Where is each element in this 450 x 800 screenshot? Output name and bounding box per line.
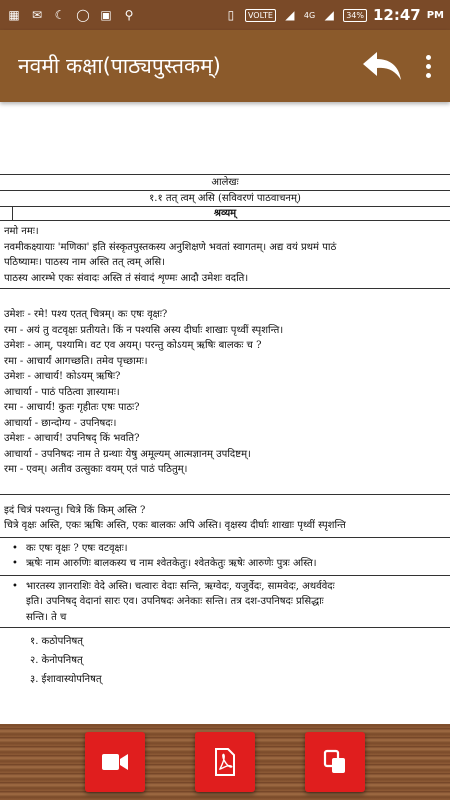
dialogue-line: उमेशः - रमे! पश्य एतत् चित्रम्। कः एषः वृक्षः? [4, 309, 168, 320]
bullet-item: • भारतस्य ज्ञानराशिः वेदे अस्ति। चत्वारः वेदाः सन्ति, ऋग्वेदः, यजुर्वेदः, सामवेदः, अथर्ववेदः [4, 579, 446, 595]
pdf-icon [214, 748, 236, 776]
reply-arrow-icon [361, 50, 403, 82]
signal-icon: ◢ [285, 8, 295, 22]
text-line: पाठस्य आरम्भे एकः संवादः अस्ति तं संवादं शृण्मः आदौ उमेशः वदति। [4, 272, 249, 284]
list-item: १. कठोपनिषत् [30, 636, 83, 647]
back-button[interactable] [360, 44, 404, 88]
signal-icon-2: ◢ [324, 8, 334, 22]
dialogue-line: रमा - आचार्यं आगच्छति। तमेव पृच्छामः। [4, 355, 148, 367]
section-dialogue [0, 289, 450, 495]
document-page [0, 174, 450, 689]
battery-indicator: 34% [343, 9, 367, 22]
doc-subheading: १.१ तत् त्वम् असि (सविवरणं पाठवाचनम्) [0, 190, 450, 207]
dialogue-line: उमेशः - आम्, पश्यामि। वट एव अयम्। परन्तु कोऽयम् ऋषिः बालकः च ? [4, 340, 262, 351]
bottom-toolbar [0, 724, 450, 800]
network-type: 4G [303, 10, 316, 20]
pdf-button[interactable] [195, 732, 255, 792]
copy-button[interactable] [305, 732, 365, 792]
image-icon: ▣ [100, 8, 112, 22]
phone-icon: ▯ [227, 8, 235, 22]
dialogue-line: रमा - आचार्य! कुतः गृहीतः एषः पाठः? [4, 402, 140, 413]
menu-dot [426, 55, 431, 60]
clock-ampm: PM [426, 9, 444, 21]
document-viewer[interactable] [0, 102, 450, 724]
moon-icon: ☾ [54, 8, 66, 22]
section-intro [0, 221, 450, 289]
section-picture [0, 495, 450, 629]
bullet-item: • ऋषेः नाम आरुणिः बालकस्य च नाम श्वेतकेतुः। श्वेतकेतुः ऋषेः आरुणेः पुत्रः अस्ति। [4, 556, 446, 572]
text-line: नवमीकक्ष्यायाः 'मणिका' इति संस्कृतपुस्तकस्य अनुशिक्षणे भवतां स्वागतम्। अद्य वयं प्रथमं पाठं [4, 241, 337, 253]
whatsapp-icon: ◯ [76, 8, 90, 22]
volte-badge: VOLTE [245, 9, 276, 22]
bullet-continuation: इति। उपनिषद् वेदानां सारः एव। उपनिषदः अनेकाः सन्ति। तत्र दश-उपनिषदः प्रसिद्धाः [26, 596, 324, 607]
page-title: नवमी कक्षा(पाठ्यपुस्तकम्) [18, 54, 221, 78]
bullet-continuation: सन्ति। ते च [26, 611, 67, 623]
dialogue-line: रमा - अयं तु वटवृक्षः प्रतीयते। किं न पश्यसि अस्य दीर्घाः शाखाः पृथ्वीं स्पृशन्ति। [4, 324, 284, 336]
text-line: पठिष्यामः। पाठस्य नाम अस्ति तत् त्वम् असि। [4, 257, 165, 268]
video-button[interactable] [85, 732, 145, 792]
list-item: ३. ईशावास्योपनिषत् [30, 674, 102, 685]
text-line: इदं चित्रं पश्यन्तु। चित्रे किं किम् अस्ति ? [4, 504, 146, 516]
gmail-icon: ✉ [31, 8, 43, 22]
text-line: चित्रे वृक्षः अस्ति, एकः ऋषिः अस्ति, एकः बालकः अपि अस्ति। वृक्षस्य दीर्घाः शाखाः पृथ्वीं स्पृशन्ति [4, 520, 346, 531]
doc-heading: आलेखः [0, 174, 450, 190]
dialogue-line: रमा - एवम्। अतीव उत्सुकाः वयम् एतं पाठं पठितुम्। [4, 464, 188, 475]
dialogue-line: आचार्या - पाठं पठित्वा ज्ञास्यामः। [4, 386, 120, 398]
overflow-menu-button[interactable] [418, 44, 438, 88]
dialogue-line: आचार्या - छान्दोग्य - उपनिषदः। [4, 417, 117, 429]
bullet-item: • कः एषः वृक्षः ? एषः वटवृक्षः। [4, 541, 446, 557]
dialogue-line: आचार्या - उपनिषदः नाम ते ग्रन्थाः येषु अमूल्यम् आत्मज्ञानम् उपदिष्टम्। [4, 448, 251, 460]
column-header: श्रव्यम् [0, 207, 450, 221]
dialogue-line: उमेशः - आचार्य! उपनिषद् किं भवति? [4, 433, 140, 444]
clock: 12:47 [372, 6, 421, 24]
status-bar [0, 0, 450, 30]
copy-icon [323, 749, 347, 775]
app-bar [0, 30, 450, 102]
notification-grid-icon: ▦ [8, 8, 20, 22]
upanishad-list [0, 628, 450, 689]
dialogue-line: उमेशः - आचार्य! कोऽयम् ऋषिः? [4, 371, 121, 382]
broom-icon: ⚲ [124, 8, 134, 22]
list-item: २. केनोपनिषत् [30, 655, 83, 666]
menu-dot [426, 73, 431, 78]
menu-dot [426, 64, 431, 69]
text-line: नमो नमः। [4, 226, 39, 237]
video-camera-icon [102, 753, 128, 771]
